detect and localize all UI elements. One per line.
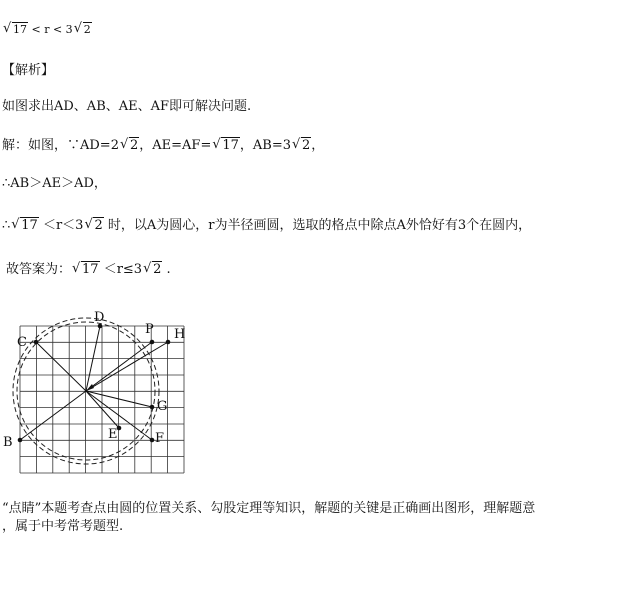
sqrt-symbol: √ 2 (84, 218, 103, 234)
sqrt-symbol: √ 2 (120, 138, 139, 154)
analysis-heading: 【解析】 (2, 63, 55, 78)
label-G: G (157, 399, 168, 414)
segment-AP (86, 342, 152, 391)
label-B: B (3, 435, 13, 450)
comment-line-1: “点睛”本题考查点由圆的位置关系、勾股定理等知识，解题的关键是正确画出图形，理解题意 (2, 501, 536, 516)
sqrt-symbol: √ 2 (74, 22, 92, 38)
intro-text: 如图求出AD、AB、AE、AF即可解决问题. (2, 99, 252, 114)
sqrt-symbol: √ 17 (3, 22, 28, 38)
solution-step-1: 解：如图，∵AD=2√ 2，AE=AF=√ 17，AB=3√ 2， (2, 138, 324, 154)
segments (20, 326, 168, 440)
point-B (18, 438, 23, 443)
label-E: E (108, 427, 118, 442)
label-F: F (155, 431, 165, 446)
comment-line-2: ，属于中考常考题型. (2, 519, 124, 534)
conclusion-line: 故答案为：√ 17 ＜r≤3√ 2 . (6, 262, 171, 278)
solution-step-3: ∴√ 17 ＜r＜3√ 2 时，以A为圆心，r为半径画圆，选取的格点中除点A外恰好有3个在圆内， (2, 218, 531, 234)
point-G (150, 405, 155, 410)
sqrt-symbol: √ 17 (72, 262, 100, 278)
point-C (34, 340, 39, 345)
label-D: D (94, 310, 105, 325)
segment-AG (86, 391, 152, 407)
solution-step-2: ∴AB＞AE＞AD， (2, 176, 107, 191)
segment-AE (86, 391, 119, 428)
segment-AH (86, 342, 168, 391)
sqrt-symbol: √ 17 (11, 218, 39, 234)
point-F (150, 438, 155, 443)
label-P: P (145, 322, 154, 337)
segment-AF (86, 391, 152, 440)
segment-AC (36, 342, 86, 391)
label-C: C (17, 335, 27, 350)
sqrt-symbol: √ 17 (212, 138, 240, 154)
label-H: H (174, 327, 186, 342)
sqrt-symbol: √ 2 (292, 138, 311, 154)
sqrt-symbol: √ 2 (143, 262, 162, 278)
grid-circle-figure (0, 300, 200, 480)
point-H (166, 340, 171, 345)
answer-line: √ 17 < r < 3√ 2 (2, 22, 92, 38)
point-P (150, 340, 155, 345)
